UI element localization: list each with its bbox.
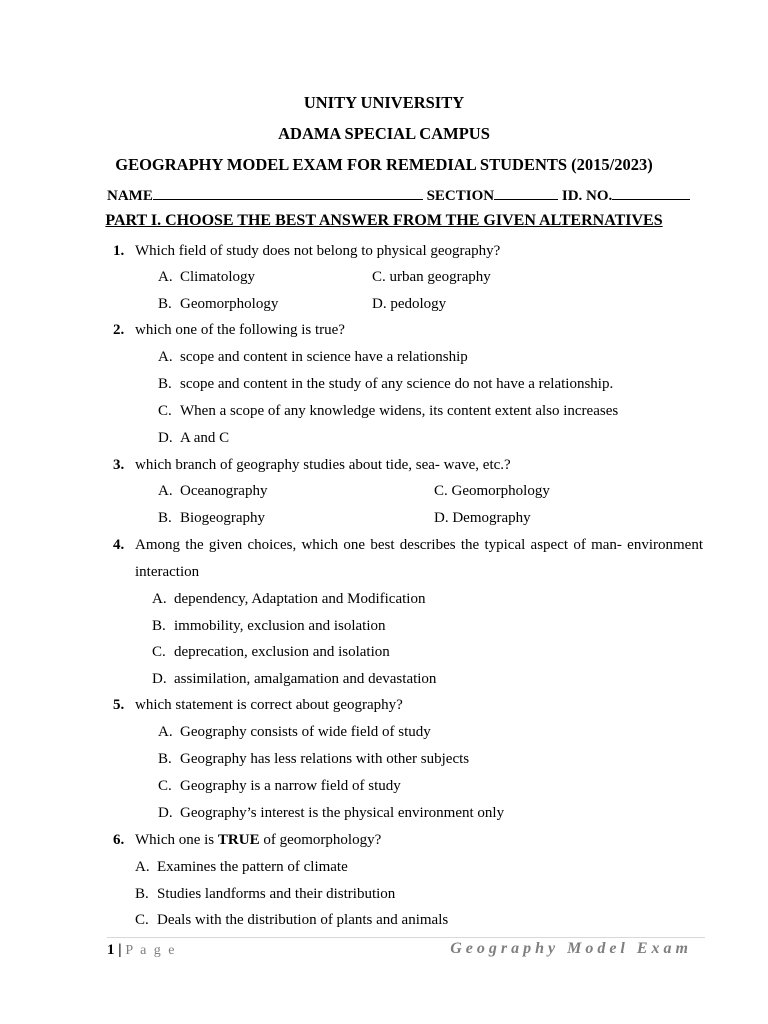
question-text: Which one is TRUE of geomorphology?	[135, 832, 382, 848]
id-blank[interactable]	[612, 185, 690, 200]
university-title: UNITY UNIVERSITY	[303, 93, 465, 112]
question-number: 4.	[113, 537, 125, 553]
question-number: 2.	[113, 322, 125, 338]
option-2c: C. When a scope of any knowledge widens, its content extent also increases	[158, 403, 619, 419]
question-number: 1.	[113, 243, 125, 259]
question-text: which one of the following is true?	[135, 322, 345, 338]
option-2b: B. scope and content in the study of any science do not have a relationship.	[158, 376, 614, 392]
name-label: NAME	[107, 188, 153, 204]
question-text: which statement is correct about geography?	[135, 697, 403, 713]
section-label: SECTION	[426, 188, 495, 204]
footer-divider	[107, 937, 705, 938]
page-label: P a g e	[125, 943, 177, 958]
id-label: ID. NO.	[561, 188, 613, 204]
option-3b: B. Biogeography	[158, 510, 265, 526]
option-3c: C. Geomorphology	[434, 483, 550, 499]
footer-exam-label: Geography Model Exam	[450, 940, 692, 957]
option-1a: A. Climatology	[158, 269, 255, 285]
option-4b: B. immobility, exclusion and isolation	[152, 618, 386, 634]
option-5b: B. Geography has less relations with other subjects	[158, 751, 470, 767]
question-number: 3.	[113, 457, 125, 473]
question-4-text: Among the given choices, which one best describes the typical aspect of man- environment	[135, 537, 703, 553]
student-info-line	[107, 185, 707, 205]
option-6b: B. Studies landforms and their distribution	[135, 886, 396, 902]
option-2d: D. A and C	[158, 430, 230, 446]
option-3d: D. Demography	[434, 510, 531, 526]
option-1d: D. pedology	[372, 296, 447, 312]
campus-title: ADAMA SPECIAL CAMPUS	[278, 124, 490, 143]
question-text: which branch of geography studies about tide, sea- wave, etc.?	[135, 457, 511, 473]
option-1b: B. Geomorphology	[158, 296, 279, 312]
option-6a: A. Examines the pattern of climate	[135, 859, 348, 875]
name-blank[interactable]	[153, 185, 423, 200]
part-heading: PART I. CHOOSE THE BEST ANSWER FROM THE GIVEN ALTERNATIVES	[105, 212, 663, 229]
question-number: 5.	[113, 697, 125, 713]
question-number: 6.	[113, 832, 125, 848]
option-5c: C. Geography is a narrow field of study	[158, 778, 401, 794]
page-number: 1	[107, 942, 115, 958]
option-5a: A. Geography consists of wide field of study	[158, 724, 431, 740]
option-3a: A. Oceanography	[158, 483, 268, 499]
option-4a: A. dependency, Adaptation and Modification	[152, 591, 426, 607]
question-text: Which field of study does not belong to physical geography?	[135, 243, 501, 259]
option-5d: D. Geography’s interest is the physical environment only	[158, 805, 505, 821]
footer-separator: |	[118, 942, 122, 958]
question-text-cont: interaction	[135, 564, 200, 580]
option-1c: C. urban geography	[372, 269, 491, 285]
section-blank[interactable]	[494, 185, 558, 200]
option-4c: C. deprecation, exclusion and isolation	[152, 644, 390, 660]
true-emphasis: TRUE	[217, 832, 260, 848]
page-footer	[107, 942, 177, 959]
option-4d: D. assimilation, amalgamation and devastation	[152, 671, 437, 687]
option-2a: A. scope and content in science have a relationship	[158, 349, 468, 365]
option-6c: C. Deals with the distribution of plants and animals	[135, 912, 449, 928]
exam-title: GEOGRAPHY MODEL EXAM FOR REMEDIAL STUDENTS (2015/2023)	[115, 155, 653, 174]
